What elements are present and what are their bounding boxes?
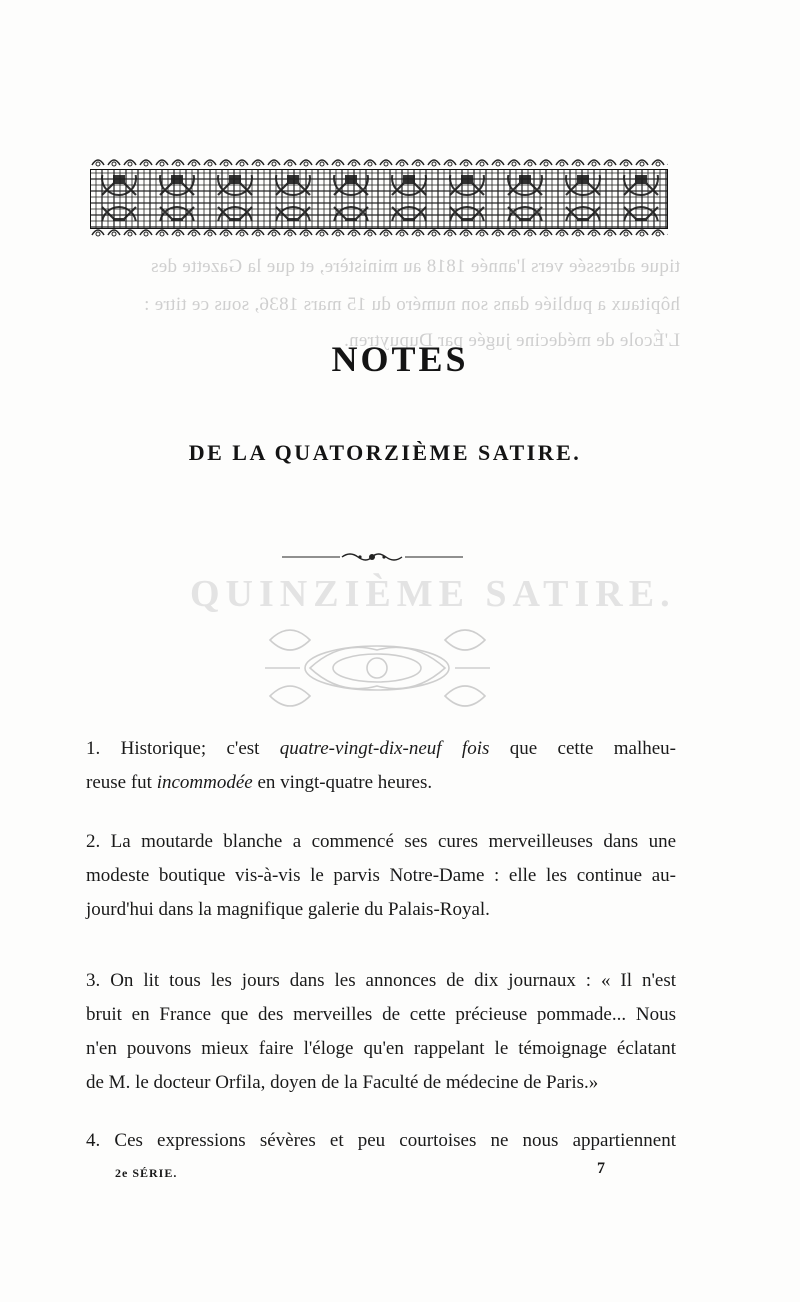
show-through-line: hôpitaux a publiée dans son numéro du 15 mars 1836, sous ce titre : — [143, 294, 680, 315]
note-4 — [86, 1124, 676, 1158]
note-1 — [86, 732, 676, 800]
note-line: n'en pouvons mieux faire l'éloge qu'en rappelant le témoignage éclatant — [86, 1038, 676, 1059]
page-number: 7 — [597, 1160, 605, 1177]
show-through-heading: QUINZIÈME SATIRE. — [190, 573, 676, 615]
note-3 — [86, 964, 676, 1100]
note-line: bruit en France que des merveilles de cette précieuse pommade... Nous — [86, 1004, 676, 1025]
decorative-divider — [280, 549, 465, 570]
note-text: On lit tous les jours dans les annonces de dix journaux : « Il n'est — [110, 970, 676, 991]
note-text: Ces expressions sévères et peu courtoises ne nous appartiennent — [114, 1130, 676, 1151]
note-line — [86, 964, 676, 998]
note-number: 2. — [86, 831, 101, 852]
note-2 — [86, 825, 676, 927]
note-line: de M. le docteur Orfila, doyen de la Faculté de médecine de Paris.» — [86, 1072, 599, 1093]
note-line — [86, 825, 676, 859]
show-through-line: L'École de médecine jugée par Dupuytren. — [343, 330, 680, 351]
note-line — [86, 1124, 676, 1158]
note-text: en vingt-quatre heures. — [252, 772, 433, 793]
note-emphasis: incommodée — [156, 772, 253, 793]
note-text: reuse fut — [86, 772, 157, 793]
note-line: modeste boutique vis-à-vis le parvis Notre-Dame : elle les continue au- — [86, 865, 676, 886]
ornamental-header-band — [90, 155, 668, 243]
note-number: 4. — [86, 1130, 101, 1151]
note-number: 3. — [86, 970, 101, 991]
note-text: que cette malheu- — [489, 738, 677, 759]
note-line: jourd'hui dans la magnifique galerie du Palais-Royal. — [86, 899, 490, 920]
note-line — [86, 766, 676, 800]
note-line — [86, 732, 676, 766]
page-subtitle: DE LA QUATORZIÈME SATIRE. — [188, 440, 582, 465]
floral-vignette-ornament — [260, 620, 495, 721]
signature-mark: 2e SÉRIE. — [115, 1166, 178, 1180]
note-emphasis: quatre-vingt-dix-neuf fois — [279, 738, 490, 759]
show-through-line: tique adressée vers l'année 1818 au ministère, et que la Gazette des — [150, 256, 680, 277]
note-number: 1. — [86, 738, 101, 759]
note-text: Historique; c'est — [120, 738, 280, 759]
note-text: La moutarde blanche a commencé ses cures merveilleuses dans une — [110, 831, 677, 852]
page-title: NOTES — [331, 339, 469, 379]
